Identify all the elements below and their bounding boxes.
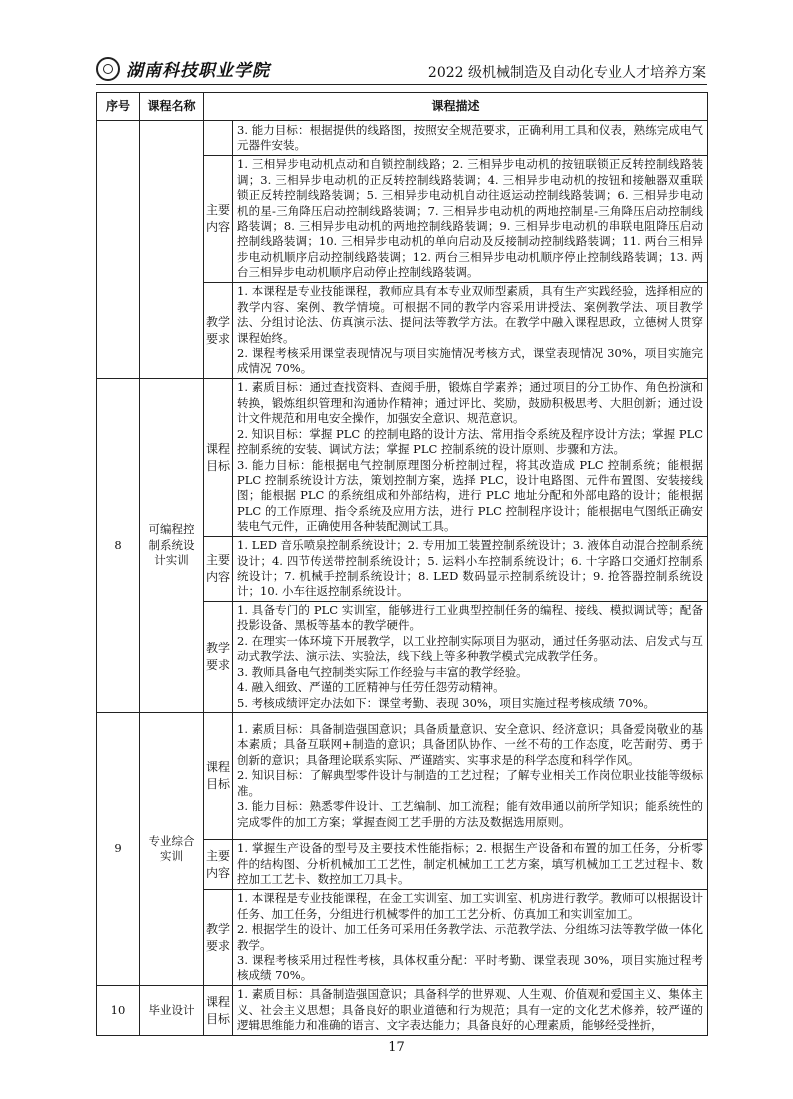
objectives-text: [233, 379, 708, 537]
teaching-item: 1. 本课程是专业技能课程，教师应具有本专业双师型素质，具有生产实践经验，选择相应的教学内容、案例、教学情境。可根据不同的教学内容采用讲授法、案例教学法、项目教学法、分组讨论法、仿真演示法、提问法等教学方法。在教学中融入课程思政，立德树人贯穿课程始终。: [237, 284, 704, 345]
cell-name: 可编程控制系统设计实训: [140, 379, 204, 713]
objective-item: 1. 素质目标：具备制造强国意识；具备科学的世界观、人生观、价值观和爱国主义、集体主义、社会主义思想；具备良好的职业道德和行为规范；具有一定的文化艺术修养，较严谨的逻辑思维能力和准确的语言、文字表达能力；具备良好的心理素质，能够经受挫折，: [237, 987, 704, 1033]
teaching-text: [233, 602, 708, 713]
table-row: [97, 121, 708, 156]
table-header-row: [97, 93, 708, 121]
page-header: [96, 56, 706, 84]
header-desc: 课程描述: [204, 93, 708, 121]
teaching-item: 1. 本课程是专业技能课程，在金工实训室、加工实训室、机房进行教学。教师可以根据设计任务、加工任务，分组进行机械零件的加工工艺分析、仿真加工和实训室加工。: [237, 891, 704, 921]
objective-item: 2. 知识目标：了解典型零件设计与制造的工艺过程；了解专业相关工作岗位职业技能等级标准。: [237, 768, 704, 798]
teaching-item: 1. 具备专门的 PLC 实训室，能够进行工业典型控制任务的编程、接线、模拟调试等；配备投影设备、黑板等基本的教学硬件。: [237, 603, 704, 633]
cell-num: 8: [97, 379, 140, 713]
header-divider: [96, 84, 707, 85]
objective-item: 2. 知识目标：掌握 PLC 的控制电路的设计方法、常用指令系统及程序设计方法；掌握 PLC 控制系统的安装、调试方法；掌握 PLC 控制系统的设计原则、步骤和方法。: [237, 426, 704, 457]
teaching-label: 教学要求: [204, 283, 233, 379]
cell-name: 毕业设计: [140, 986, 204, 1036]
teaching-item: 3. 教师具备电气控制类实际工作经验与丰富的教学经验。: [237, 664, 528, 679]
content-label: 主要内容: [204, 537, 233, 602]
teaching-item: 2. 在理实一体环境下开展教学，以工业控制实际项目为驱动，通过任务驱动法、启发式与互动式教学法、演示法、实验法，线下线上等多种教学模式完成教学任务。: [237, 633, 704, 664]
document-title: 2022 级机械制造及自动化专业人才培养方案: [427, 65, 706, 81]
objectives-text: [233, 986, 708, 1036]
objective-item: 3. 能力目标：能根据电气控制原理图分析控制过程，将其改造成 PLC 控制系统；能根据 PLC 控制系统设计方法，策划控制方案，选择 PLC，设计电路图、元件布置图、安装接线图；能根据 PLC 的系统组成和外部结构，进行 PLC 地址分配和外部电路的设计；能根据 PLC 的工作原理、指令系统及应用方法，进行 PLC 控制程序设计；能根据电气图纸正确安装电气元件，正确使用各种装配测试工具。: [237, 457, 704, 534]
objectives-text: [233, 713, 708, 840]
objective-item: 1. 素质目标：通过查找资料、查阅手册，锻炼自学素养；通过项目的分工协作、角色扮演和转换，锻炼组织管理和沟通协作精神；通过评比、奖励，鼓励积极思考、大胆创新；通过设计文件规范和用电安全操作，加强安全意识、规范意识。: [237, 380, 704, 426]
cell-num: 10: [97, 986, 140, 1036]
cell-num: 9: [97, 713, 140, 986]
table-row: [97, 713, 708, 840]
teaching-item: 5. 考核成绩评定办法如下：课堂考勤、表现 30%，项目实施过程考核成绩 70%。: [237, 695, 656, 710]
objectives-label: 课程目标: [204, 379, 233, 537]
cell-num: [97, 121, 140, 379]
teaching-text: [233, 890, 708, 986]
college-name: 湖南科技职业学院: [126, 61, 270, 81]
objective-item: 3. 能力目标：熟悉零件设计、工艺编制、加工流程；能有效串通以前所学知识；能系统性的完成零件的加工方案；掌握查阅工艺手册的方法及数据选用原则。: [237, 799, 704, 829]
teaching-item: 2. 课程考核采用课堂表现情况与项目实施情况考核方式，课堂表现情况 30%，项目实施完成情况 70%。: [237, 345, 704, 376]
cell-type: [204, 121, 233, 156]
teaching-item: 3. 课程考核采用过程性考核，具体权重分配：平时考勤、课堂表现 30%，项目实施过程考核成绩 70%。: [237, 952, 704, 983]
teaching-label: 教学要求: [204, 890, 233, 986]
objectives-label: 课程目标: [204, 713, 233, 840]
table-row: [97, 379, 708, 537]
teaching-item: 2. 根据学生的设计、加工任务可采用任务教学法、示范教学法、分组练习法等教学做一体化教学。: [237, 922, 704, 952]
table-row: [97, 986, 708, 1036]
course-table: [96, 92, 708, 1036]
cell-name: [140, 121, 204, 379]
header-num: 序号: [97, 93, 140, 121]
teaching-item: 4. 融入细致、严谨的工匠精神与任劳任怨劳动精神。: [237, 680, 505, 695]
cell-name: 专业综合实训: [140, 713, 204, 986]
objectives-tail: 3. 能力目标：根据提供的线路图，按照安全规范要求，正确利用工具和仪表，熟练完成电气元器件安装。: [233, 121, 708, 156]
content-label: 主要内容: [204, 840, 233, 890]
college-logo: [96, 56, 270, 81]
content-label: 主要内容: [204, 156, 233, 283]
objective-item: 1. 素质目标：具备制造强国意识；具备质量意识、安全意识、经济意识；具备爱岗敬业的基本素质；具备互联网+制造的意识；具备团队协作、一丝不苟的工作态度，吃苦耐劳、勇于创新的意识；具备理论联系实际、严谨踏实、实事求是的科学态度和科学作风。: [237, 722, 704, 767]
page-number: 17: [388, 1040, 405, 1055]
header-name: 课程名称: [140, 93, 204, 121]
college-seal-icon: [96, 57, 120, 81]
teaching-label: 教学要求: [204, 602, 233, 713]
content-text: 1. LED 音乐喷泉控制系统设计；2. 专用加工装置控制系统设计；3. 液体自动混合控制系统设计；4. 四节传送带控制系统设计；5. 运料小车控制系统设计；6. 十字路口交通灯控制系统设计；7. 机械手控制系统设计；8. LED 数码显示控制系统设计；9. 抢答器控制系统设计；10. 小车往返控制系统设计。: [233, 537, 708, 602]
content-text: 1. 三相异步电动机点动和自锁控制线路；2. 三相异步电动机的按钮联锁正反转控制线路装调；3. 三相异步电动机的正反转控制线路装调；4. 三相异步电动机的按钮和接触器双重联锁正反转控制线路装调；5. 三相异步电动机自动往返运动控制线路装调；6. 三相异步电动机的星-三角降压启动控制线路装调；7. 三相异步电动机的两地控制星-三角降压启动控制线路装调；8. 三相异步电动机的两地控制线路装调；9. 三相异步电动机的串联电阻降压启动控制线路装调；10. 三相异步电动机的单向启动及反接制动控制线路装调；11. 两台三相异步电动机顺序启动控制线路装调；12. 两台三相异步电动机顺序停止控制线路装调；13. 两台三相异步电动机顺序启动停止控制线路装调。: [233, 156, 708, 283]
objectives-label: 课程目标: [204, 986, 233, 1036]
content-text: 1. 掌握生产设备的型号及主要技术性能指标；2. 根据生产设备和布置的加工任务，分析零件的结构图、分析机械加工工艺性，制定机械加工工艺方案，填写机械加工工艺过程卡、数控加工工艺卡、数控加工刀具卡。: [233, 840, 708, 890]
teaching-text: [233, 283, 708, 379]
